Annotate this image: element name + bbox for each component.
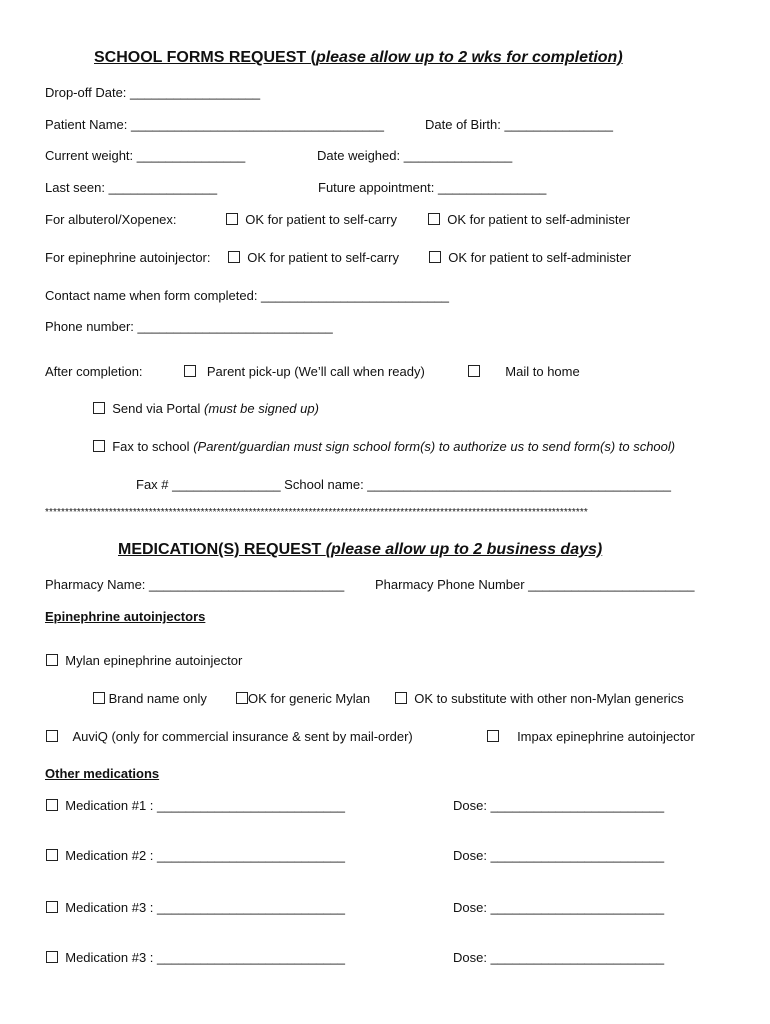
future-appointment-field[interactable]: Future appointment: _______________ xyxy=(318,180,547,195)
portal-note: (must be signed up) xyxy=(204,401,319,416)
mylan-option[interactable] xyxy=(46,653,242,669)
checkbox[interactable] xyxy=(46,901,58,913)
checkbox[interactable] xyxy=(93,402,105,414)
portal-option[interactable] xyxy=(93,401,319,417)
medication-name-field[interactable]: Medication #3 : __________________________ xyxy=(65,900,345,915)
date-of-birth-field[interactable]: Date of Birth: _______________ xyxy=(425,117,613,132)
dropoff-date-field[interactable]: Drop-off Date: __________________ xyxy=(45,85,261,100)
checkbox[interactable] xyxy=(46,654,58,666)
school-forms-title-main: SCHOOL FORMS REQUEST ( xyxy=(94,49,316,66)
albuterol-self-carry-option[interactable] xyxy=(226,212,397,228)
albuterol-label: For albuterol/Xopenex: xyxy=(45,212,177,227)
impax-label: Impax epinephrine autoinjector xyxy=(517,729,695,744)
checkbox[interactable] xyxy=(93,692,105,704)
medication-row[interactable] xyxy=(46,950,345,966)
fax-note: (Parent/guardian must sign school form(s) to authorize us to send form(s) to school) xyxy=(193,439,676,454)
brand-only-label: Brand name only xyxy=(108,691,207,706)
checkbox[interactable] xyxy=(46,951,58,963)
last-seen-field[interactable]: Last seen: _______________ xyxy=(45,180,218,195)
medication-name-field[interactable]: Medication #1 : __________________________ xyxy=(65,798,345,813)
parent-pickup-label: Parent pick-up (We’ll call when ready) xyxy=(206,364,425,379)
school-forms-title xyxy=(94,48,623,68)
dose-field[interactable]: Dose: ________________________ xyxy=(453,798,665,813)
auviq-option[interactable] xyxy=(46,729,413,745)
auviq-label: AuviQ (only for commercial insurance & sent by mail-order) xyxy=(72,729,413,744)
patient-name-field[interactable]: Patient Name: ___________________________________ xyxy=(45,117,385,132)
contact-name-field[interactable]: Contact name when form completed: __________________________ xyxy=(45,288,450,303)
other-medications-heading: Other medications xyxy=(45,766,160,781)
checkbox[interactable] xyxy=(429,251,441,263)
generic-mylan-option[interactable] xyxy=(236,691,370,707)
current-weight-field[interactable]: Current weight: _______________ xyxy=(45,148,246,163)
pharmacy-phone-field[interactable]: Pharmacy Phone Number _______________________ xyxy=(375,577,695,592)
pharmacy-name-field[interactable]: Pharmacy Name: ___________________________ xyxy=(45,577,345,592)
checkbox[interactable] xyxy=(46,730,58,742)
self-carry-label: OK for patient to self-carry xyxy=(247,250,399,265)
parent-pickup-option[interactable] xyxy=(184,364,425,380)
mail-home-label: Mail to home xyxy=(505,364,580,379)
generic-mylan-label: OK for generic Mylan xyxy=(248,691,371,706)
medication-name-field[interactable]: Medication #2 : __________________________ xyxy=(65,848,345,863)
checkbox[interactable] xyxy=(395,692,407,704)
section-divider: **************************************************************************************************************************************** xyxy=(45,507,588,518)
dose-field[interactable]: Dose: ________________________ xyxy=(453,848,665,863)
albuterol-self-administer-option[interactable] xyxy=(428,212,630,228)
mail-home-option[interactable] xyxy=(468,364,580,380)
checkbox[interactable] xyxy=(93,440,105,452)
epinephrine-heading: Epinephrine autoinjectors xyxy=(45,609,206,624)
medication-row[interactable] xyxy=(46,900,345,916)
portal-label: Send via Portal xyxy=(112,401,201,416)
checkbox[interactable] xyxy=(236,692,248,704)
dose-field[interactable]: Dose: ________________________ xyxy=(453,950,665,965)
checkbox[interactable] xyxy=(428,213,440,225)
epinephrine-self-administer-option[interactable] xyxy=(429,250,631,266)
epinephrine-label: For epinephrine autoinjector: xyxy=(45,250,211,265)
checkbox[interactable] xyxy=(184,365,196,377)
checkbox[interactable] xyxy=(468,365,480,377)
medication-row[interactable] xyxy=(46,848,345,864)
medication-row[interactable] xyxy=(46,798,345,814)
medications-title xyxy=(118,540,602,560)
dose-field[interactable]: Dose: ________________________ xyxy=(453,900,665,915)
fax-school-option[interactable] xyxy=(93,439,675,455)
mylan-label: Mylan epinephrine autoinjector xyxy=(65,653,243,668)
checkbox[interactable] xyxy=(46,799,58,811)
checkbox[interactable] xyxy=(226,213,238,225)
date-weighed-field[interactable]: Date weighed: _______________ xyxy=(317,148,513,163)
school-forms-title-note: please allow up to 2 wks for completion) xyxy=(315,49,623,66)
medication-name-field[interactable]: Medication #3 : __________________________ xyxy=(65,950,345,965)
self-carry-label: OK for patient to self-carry xyxy=(245,212,397,227)
substitute-option[interactable] xyxy=(395,691,684,707)
medications-title-note: (please allow up to 2 business days) xyxy=(325,541,603,558)
medications-title-main: MEDICATION(S) REQUEST xyxy=(118,541,326,558)
substitute-label: OK to substitute with other non-Mylan generics xyxy=(414,691,684,706)
impax-option[interactable] xyxy=(487,729,695,745)
checkbox[interactable] xyxy=(487,730,499,742)
self-administer-label: OK for patient to self-administer xyxy=(448,250,632,265)
after-completion-label: After completion: xyxy=(45,364,143,379)
epinephrine-self-carry-option[interactable] xyxy=(228,250,399,266)
checkbox[interactable] xyxy=(228,251,240,263)
self-administer-label: OK for patient to self-administer xyxy=(447,212,631,227)
phone-number-field[interactable]: Phone number: ___________________________ xyxy=(45,319,333,334)
fax-school-label: Fax to school xyxy=(112,439,190,454)
brand-only-option[interactable] xyxy=(93,691,207,707)
fax-school-name-field[interactable]: Fax # _______________ School name: __________________________________________ xyxy=(136,477,671,492)
checkbox[interactable] xyxy=(46,849,58,861)
